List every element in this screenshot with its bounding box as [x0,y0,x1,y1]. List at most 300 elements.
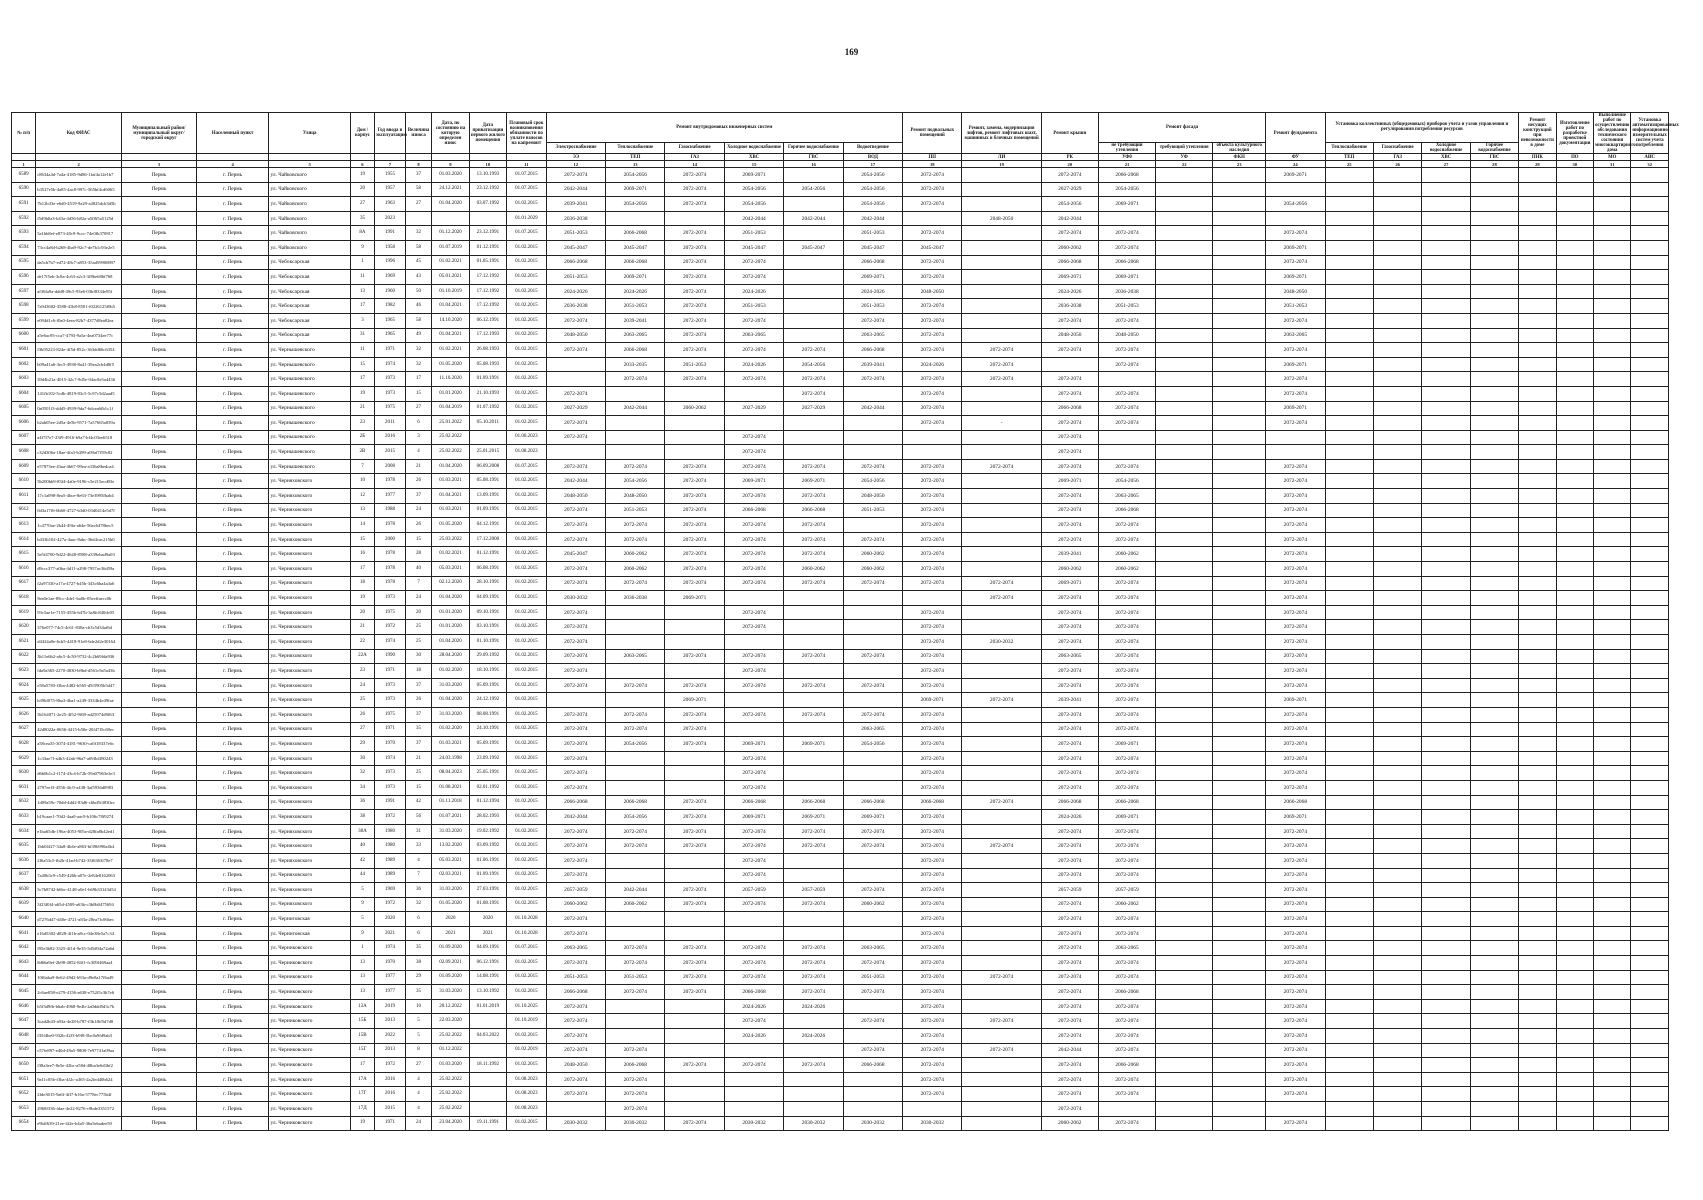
cell-li [962,503,1041,518]
h-design: Изготовление работ по разработке проектной документации [1556,113,1593,154]
cell-empty [1422,1102,1470,1117]
cell-pl: 01.02.2015 [507,386,547,401]
cell-pl: 01.07.2015 [507,182,547,197]
cell-empty [1325,386,1373,401]
cell-li [962,853,1041,868]
cell-uf0: 2072-2074 [1098,766,1155,781]
h-code-9: УФ0 [1098,154,1155,161]
cell-fias: 2c6ae058-e279-4156-a638-e752f5c3b7e6 [36,985,122,1000]
h-colnum-22: 23 [1213,161,1266,168]
cell-empty [1519,810,1556,825]
cell-empty [1325,343,1373,358]
cell-empty [1594,182,1631,197]
cell-mun: Пермь [122,503,197,518]
cell-set: г. Пермь [196,459,269,474]
cell-tep [606,620,665,635]
cell-d1: 02.09.2021 [432,956,469,971]
cell-street: ул. Чайковского [269,226,350,241]
cell-pl: 01.08.2023 [507,1072,547,1087]
cell-d2 [469,1072,506,1087]
cell-d1: 25.02.2022 [432,1087,469,1102]
cell-hvs: 2072-2074 [724,780,783,795]
cell-hvs: 2072-2074 [724,970,783,985]
cell-ee: 2072-2074 [546,1029,605,1044]
cell-rk: 2072-2074 [1041,605,1098,620]
cell-pl: 01.02.2015 [507,678,547,693]
cell-wear: 31 [405,824,431,839]
cell-gvs [784,751,843,766]
cell-empty [1470,1043,1518,1058]
cell-pp: 2072-2074 [903,1014,962,1029]
cell-fu: 2072-2074 [1266,1072,1325,1087]
cell-gaz [665,1087,724,1102]
h-meter-3: Горячее водоснабжение [1470,142,1518,153]
cell-d2: 26.08.1993 [469,343,506,358]
h-code-5: ВОД [843,154,902,161]
cell-empty [1519,518,1556,533]
cell-pl: 01.02.2015 [507,766,547,781]
cell-d1: 25.02.2022 [432,430,469,445]
h-code-blank [432,154,469,161]
cell-li [962,474,1041,489]
cell-d1: 01.02.2021 [432,343,469,358]
cell-uf0: 2066-2068 [1098,1058,1155,1073]
cell-d2: 01.01.2019 [469,999,506,1014]
cell-empty [1470,1014,1518,1029]
cell-street: ул. Черняховского [269,591,350,606]
cell-li [962,562,1041,577]
cell-year: 1989 [375,868,406,883]
cell-empty [1519,240,1556,255]
cell-tep: 2069-2071 [606,182,665,197]
cell-wear: 4 [405,1087,431,1102]
cell-empty [1422,255,1470,270]
cell-empty [1373,343,1421,358]
cell-empty [1325,780,1373,795]
cell-pp: 2072-2074 [903,766,962,781]
cell-year: 1980 [375,839,406,854]
cell-year: 1977 [375,489,406,504]
cell-fu: 2069-2071 [1266,401,1325,416]
cell-li [962,956,1041,971]
cell-d2: 21.10.1993 [469,386,506,401]
table-row [12,985,1669,1000]
cell-empty [1631,416,1669,431]
cell-ee: 2072-2074 [546,430,605,445]
cell-fu: 2072-2074 [1266,518,1325,533]
cell-uf [1156,824,1213,839]
cell-fias: f3b95223-824e-4f5d-852c-363dd66c6354 [36,343,122,358]
cell-empty [1325,839,1373,854]
cell-year: 1970 [375,737,406,752]
cell-empty [1325,430,1373,445]
cell-pl: 01.02.2015 [507,824,547,839]
h-facade: Ремонт фасада [1098,113,1265,143]
cell-empty [1373,780,1421,795]
cell-mun: Пермь [122,693,197,708]
h-code-11: ФКН [1213,154,1266,161]
cell-empty [1556,751,1593,766]
cell-wear: 4 [405,445,431,460]
h-code-2: ГАЗ [665,154,724,161]
cell-fias: de17f5eb-3c8a-4c63-a2c3-3f8be686f768 [36,270,122,285]
h-code-7: ЛИ [962,154,1041,161]
cell-tep: 2072-2074 [606,678,665,693]
cell-ee: 2072-2074 [546,853,605,868]
cell-n: 6653 [12,1102,36,1117]
cell-year: 1974 [375,941,406,956]
cell-gvs [784,868,843,883]
cell-mun: Пермь [122,562,197,577]
cell-gaz [665,853,724,868]
cell-gvs: 2042-2044 [784,211,843,226]
cell-hvs [724,635,783,650]
cell-empty [1631,284,1669,299]
cell-wear: 4 [405,853,431,868]
cell-fkn [1213,678,1266,693]
cell-gaz [665,926,724,941]
cell-d1: 01.01.2020 [432,386,469,401]
cell-year: 2020 [375,912,406,927]
cell-d2: 13.10.1993 [469,168,506,183]
cell-fu: 2072-2074 [1266,985,1325,1000]
cell-li: 2072-2074 [962,839,1041,854]
cell-empty [1594,591,1631,606]
cell-pp: 2072-2074 [903,853,962,868]
cell-fkn [1213,547,1266,562]
cell-rk: 2024-2026 [1041,284,1098,299]
cell-empty [1594,620,1631,635]
cell-rk: 2057-2059 [1041,883,1098,898]
cell-pl: 01.02.2015 [507,897,547,912]
cell-ee: 2042-2044 [546,474,605,489]
cell-tep: 2072-2074 [606,372,665,387]
cell-li [962,1072,1041,1087]
table-row [12,926,1669,941]
cell-pp: 2072-2074 [903,956,962,971]
cell-pp: 2072-2074 [903,386,962,401]
cell-ee: 2066-2068 [546,255,605,270]
cell-fu: 2072-2074 [1266,897,1325,912]
cell-year: 1963 [375,197,406,212]
cell-empty [1556,693,1593,708]
cell-gvs [784,445,843,460]
cell-ee: 2063-2065 [546,941,605,956]
cell-empty [1422,970,1470,985]
cell-mun: Пермь [122,328,197,343]
cell-rk: 2072-2074 [1041,780,1098,795]
h-colnum-31: 32 [1631,161,1669,168]
cell-rk: 2072-2074 [1041,518,1098,533]
cell-d1: 01.04.2021 [432,489,469,504]
cell-vod: 2066-2068 [843,343,902,358]
cell-d2 [469,211,506,226]
cell-fkn [1213,620,1266,635]
cell-empty [1631,912,1669,927]
cell-empty [1373,868,1421,883]
cell-uf0: 2063-2065 [1098,489,1155,504]
cell-gaz [665,912,724,927]
h-code-18: ПО [1556,154,1593,161]
cell-empty [1470,211,1518,226]
cell-n: 6596 [12,270,36,285]
cell-set: г. Пермь [196,795,269,810]
cell-d1: 05.03.2021 [432,853,469,868]
cell-empty [1519,401,1556,416]
cell-gvs: 2054-2056 [784,357,843,372]
cell-hvs: 2054-2056 [724,182,783,197]
cell-n: 6627 [12,722,36,737]
cell-hvs: 2072-2074 [724,605,783,620]
cell-pl: 01.02.2015 [507,1058,547,1073]
cell-empty [1631,343,1669,358]
cell-li [962,766,1041,781]
cell-empty [1373,722,1421,737]
cell-pl: 01.08.2023 [507,1087,547,1102]
cell-vod: 2072-2074 [843,313,902,328]
cell-d2: 23.12.1991 [469,226,506,241]
cell-empty [1519,912,1556,927]
cell-mun: Пермь [122,620,197,635]
cell-year: 2016 [375,430,406,445]
cell-vod [843,912,902,927]
cell-uf0: 2066-2068 [1098,985,1155,1000]
h-code-20: АИС [1631,154,1669,161]
cell-fu [1266,430,1325,445]
cell-pl: 01.02.2015 [507,357,547,372]
cell-empty [1325,1058,1373,1073]
cell-fkn [1213,591,1266,606]
h-sys-3: Холодное водоснабжение [724,142,783,153]
cell-empty [1594,707,1631,722]
cell-n: 6624 [12,678,36,693]
cell-ee: 2072-2074 [546,868,605,883]
cell-year: 1973 [375,780,406,795]
cell-house: 19 [350,1116,374,1131]
cell-rk: 2042-2044 [1041,211,1098,226]
cell-empty [1422,182,1470,197]
page-number: 169 [844,47,859,57]
cell-wear: 35 [405,722,431,737]
cell-empty [1470,416,1518,431]
cell-d2: 06.08.1991 [469,562,506,577]
cell-d2: 09.10.1991 [469,605,506,620]
cell-fu: 2072-2074 [1266,635,1325,650]
cell-vod: 2066-2068 [843,1058,902,1073]
cell-empty [1325,883,1373,898]
cell-empty [1631,795,1669,810]
cell-empty [1594,941,1631,956]
cell-rk: 2072-2074 [1041,970,1098,985]
cell-fkn [1213,386,1266,401]
cell-pp: 2072-2074 [903,649,962,664]
cell-empty [1519,591,1556,606]
cell-empty [1325,999,1373,1014]
cell-n: 6598 [12,299,36,314]
cell-gaz: 2072-2074 [665,956,724,971]
cell-empty [1519,430,1556,445]
cell-pp: 2072-2074 [903,255,962,270]
cell-gaz: 2072-2074 [665,226,724,241]
cell-wear: 42 [405,795,431,810]
cell-empty [1422,1029,1470,1044]
cell-d1: 01.02.2020 [432,722,469,737]
cell-gaz [665,620,724,635]
cell-street: ул. Чернышевского [269,386,350,401]
cell-empty [1594,343,1631,358]
cell-rk: 2072-2074 [1041,532,1098,547]
cell-fu: 2072-2074 [1266,999,1325,1014]
cell-tep: 2072-2074 [606,1102,665,1117]
cell-house: 13 [350,284,374,299]
cell-house: 13 [350,985,374,1000]
cell-tep: 2066-2068 [606,226,665,241]
cell-pp: 2072-2074 [903,1072,962,1087]
cell-d2: 23.09.1992 [469,751,506,766]
cell-hvs: 2024-2026 [724,284,783,299]
cell-vod [843,518,902,533]
cell-empty [1470,883,1518,898]
cell-uf [1156,197,1213,212]
cell-uf0: 2054-2056 [1098,182,1155,197]
cell-street: ул. Черняховского [269,751,350,766]
cell-wear: 26 [405,474,431,489]
cell-fkn [1213,766,1266,781]
cell-empty [1594,430,1631,445]
cell-gvs: 2072-2074 [784,649,843,664]
cell-empty [1556,386,1593,401]
cell-fu: 2069-2071 [1266,270,1325,285]
cell-empty [1422,591,1470,606]
cell-empty [1519,635,1556,650]
cell-n: 6647 [12,1014,36,1029]
cell-empty [1373,255,1421,270]
cell-vod: 2054-2056 [843,737,902,752]
cell-gvs: 2024-2026 [784,1029,843,1044]
table-row [12,211,1669,226]
h-meter-0: Теплоснабжение [1325,142,1373,153]
cell-vod: 2069-2071 [843,810,902,825]
cell-n: 6622 [12,649,36,664]
cell-hvs: 2063-2065 [724,328,783,343]
cell-hvs: 2072-2074 [724,868,783,883]
cell-rk: 2072-2074 [1041,722,1098,737]
cell-street: ул. Чернышевского [269,343,350,358]
cell-pp: 2048-2050 [903,284,962,299]
cell-uf0: 2063-2065 [1098,941,1155,956]
cell-empty [1594,270,1631,285]
cell-house: 17 [350,1058,374,1073]
cell-uf0: 2072-2074 [1098,1116,1155,1131]
cell-empty [1325,897,1373,912]
table-row [12,868,1669,883]
cell-rk: 2072-2074 [1041,1058,1098,1073]
cell-gaz [665,780,724,795]
cell-wear: 5 [405,1014,431,1029]
cell-vod: 2048-2050 [843,489,902,504]
cell-vod [843,926,902,941]
cell-uf0: 2072-2074 [1098,678,1155,693]
cell-street: ул. Чернышевского [269,459,350,474]
cell-ee: 2072-2074 [546,678,605,693]
cell-vod: 2051-2053 [843,503,902,518]
cell-empty [1631,182,1669,197]
cell-street: ул. Черняховского [269,693,350,708]
cell-empty [1325,445,1373,460]
cell-empty [1556,197,1593,212]
cell-year: 1978 [375,474,406,489]
cell-year: 1970 [375,956,406,971]
cell-empty [1594,401,1631,416]
cell-fu: 2072-2074 [1266,255,1325,270]
cell-empty [1556,970,1593,985]
cell-empty [1519,1116,1556,1131]
cell-ee: 2051-2053 [546,970,605,985]
cell-empty [1470,328,1518,343]
cell-street: ул. Черняховского [269,707,350,722]
cell-empty [1325,211,1373,226]
cell-tep: 2063-2065 [606,649,665,664]
cell-wear: 29 [405,970,431,985]
cell-empty [1556,430,1593,445]
cell-d1: 01.09.2020 [432,970,469,985]
cell-fu: 2072-2074 [1266,459,1325,474]
cell-vod: 2072-2074 [843,985,902,1000]
cell-rk: 2072-2074 [1041,751,1098,766]
cell-hvs: 2072-2074 [724,751,783,766]
cell-gaz: 2072-2074 [665,897,724,912]
cell-empty [1556,1087,1593,1102]
cell-fkn [1213,532,1266,547]
cell-wear: 4 [405,1102,431,1117]
cell-empty [1631,999,1669,1014]
cell-li: 2072-2074 [962,372,1041,387]
cell-fu: 2072-2074 [1266,956,1325,971]
cell-pl: 01.08.2023 [507,445,547,460]
cell-year: 1972 [375,1058,406,1073]
h-code-blank [375,154,406,161]
h-rownum: № п/п [12,113,36,154]
cell-d1: 01.04.2021 [432,328,469,343]
cell-empty [1631,386,1669,401]
cell-uf [1156,999,1213,1014]
cell-fu: 2072-2074 [1266,372,1325,387]
cell-year: 1977 [375,985,406,1000]
cell-d1: 22.03.2020 [432,1014,469,1029]
cell-fu: 2072-2074 [1266,605,1325,620]
cell-empty [1422,810,1470,825]
cell-tep: 2069-2071 [606,270,665,285]
cell-wear: 35 [405,941,431,956]
cell-vod [843,620,902,635]
cell-tep: 2072-2074 [606,985,665,1000]
cell-uf [1156,1029,1213,1044]
cell-fkn [1213,912,1266,927]
cell-mun: Пермь [122,1029,197,1044]
cell-street: ул. Черниковского [269,1043,350,1058]
cell-empty [1470,270,1518,285]
cell-empty [1631,693,1669,708]
cell-mun: Пермь [122,751,197,766]
cell-vod: 2072-2074 [843,956,902,971]
cell-hvs: 2072-2074 [724,547,783,562]
cell-house: 20 [350,182,374,197]
h-sys-5: Водоотведение [843,142,902,153]
cell-d1: 31.03.2020 [432,883,469,898]
cell-fu: 2051-2053 [1266,299,1325,314]
cell-li: 2072-2074 [962,1043,1041,1058]
cell-empty [1594,985,1631,1000]
